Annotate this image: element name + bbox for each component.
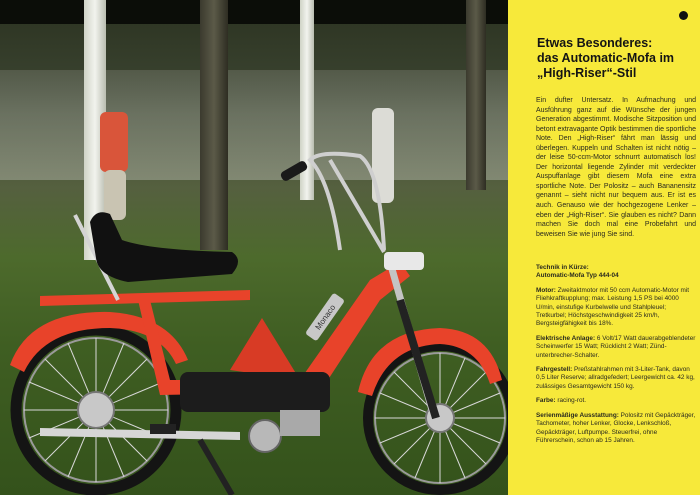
spec-item (536, 335, 696, 360)
exhaust-pipe (40, 428, 240, 440)
headlight (384, 252, 424, 270)
banana-seat (90, 212, 238, 282)
punch-hole (679, 11, 688, 20)
frame-panel (230, 318, 300, 380)
spec-item (536, 412, 696, 446)
pedal (150, 424, 176, 434)
spec-text: 6 Volt/17 Watt dauerabgeblendeter Scheinwerfer 15 Watt; Rücklicht 2 Watt; Zünd-unterbrecher-Schalter. (536, 334, 696, 359)
headline-line: „High-Riser“-Stil (537, 66, 637, 80)
specs-section (536, 264, 696, 445)
badge-text: Monaco (313, 303, 338, 332)
grip (279, 160, 308, 183)
body-text: Ein dufter Untersatz. In Aufmachung und Ausführung ganz auf die Wünsche der jungen Generation abgestimmt. Modische Sitzposition und betont extravagante Optik bestimmen die sportliche Note. Den „High-Riser“ fährt man lässig und überlegen. Kuppeln und Schalten ist nicht nötig – der leise 50-ccm-Motor schnurrt automatisch los! Der horizontal liegende Zylinder mit verdeckter Auspuffanlage gibt diesem Mofa eine extra sportliche Note. Der Polositz – auch Bananensitz genannt – sieht nicht nur bequem aus. Er ist es auch. Genauso wie der hochgezogene Lenker – eben der „High-Riser“. Sie glauben es nicht? Dann machen Sie doch mal eine Probefahrt und beweisen Sie wie jung Sie sind. (536, 97, 696, 238)
headline-line: Etwas Besonderes: (537, 36, 653, 50)
headline (537, 36, 687, 81)
spec-label: Motor: (536, 286, 556, 294)
spec-label: Elektrische Anlage: (536, 334, 596, 342)
engine-cover (180, 372, 330, 412)
spec-item (536, 366, 696, 391)
spec-label: Farbe: (536, 397, 556, 405)
engine-casing (249, 420, 281, 452)
spec-item (536, 287, 696, 329)
spec-item (536, 397, 696, 405)
kickstand (200, 440, 232, 495)
spec-label: Fahrgestell: (536, 366, 573, 374)
cylinder (280, 410, 320, 436)
specs-title: Technik in Kürze: (536, 264, 589, 271)
spec-label: Serienmäßige Ausstattung: (536, 411, 619, 419)
headline-line: das Automatic-Mofa im (537, 51, 675, 65)
spec-text: racing-rot. (557, 397, 587, 405)
specs-model: Automatic-Mofa Typ 444-04 (536, 272, 619, 280)
spec-text: Zweitaktmotor mit 50 ccm Automatic-Motor mit Fliehkraftkupplung; max. Leistung 1,5 PS bei 4000 U/min, einstufige Kurbelwelle und Stahlpleuel; Tretkurbel; Höchstgeschwindigkeit 25 km/h, Bergsteigfähigkeit bis 18%. (536, 286, 690, 328)
spec-text: Polositz mit Gepäckträger, Tachometer, hoher Lenker, Glocke, Lenkschloß, Gepäckträger, Luftpumpe. Steuerfrei, ohne Führerschein, schon ab 15 Jahren. (536, 411, 696, 444)
spec-text: Preßstahlrahmen mit 3-Liter-Tank, davon 0,5 Liter Reserve; allradgefedert; Leergewicht ca. 42 kg, zulässiges Gesamtgewicht 150 kg. (536, 366, 695, 390)
